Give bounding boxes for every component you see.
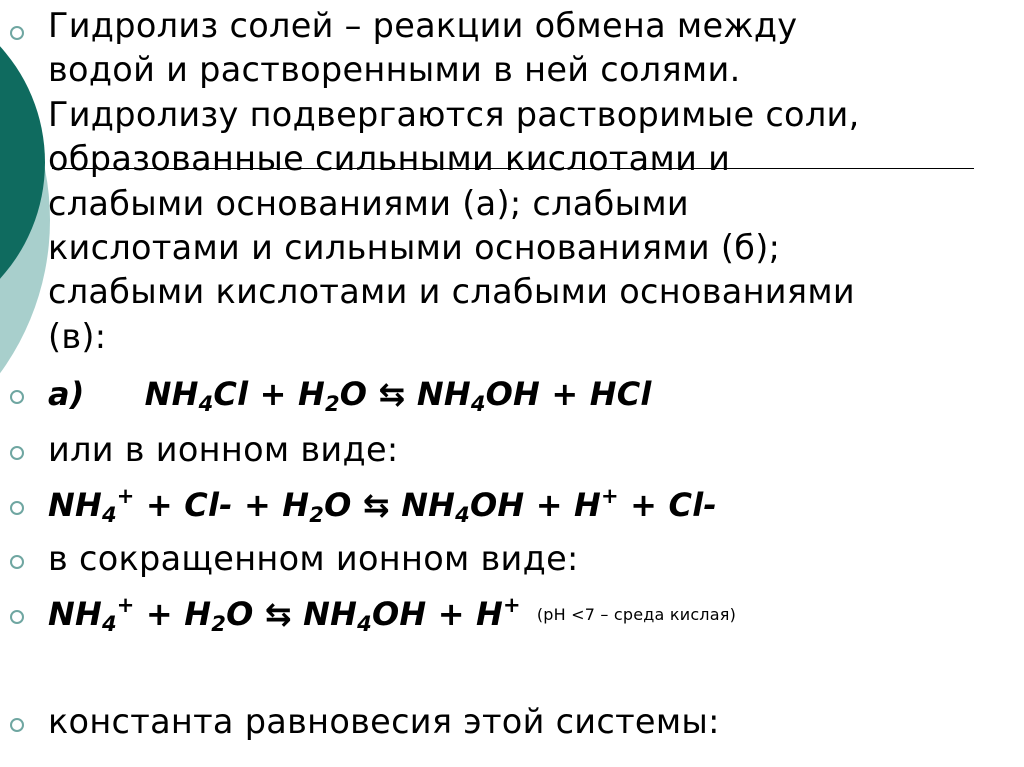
equation-label: а) [48,375,85,413]
equation-ionic [48,485,1010,525]
bullet-icon [10,390,24,404]
subscript: 4 [101,503,117,527]
formula-part: O [324,486,363,524]
equilibrium-arrow-icon: ⇆ [378,375,406,413]
bullet-icon [10,26,24,40]
paragraph-line: Гидролиз солей – реакции обмена между [48,6,798,45]
formula-part: NH [291,595,358,633]
equation-a [48,374,1010,414]
formula-part: O [226,595,265,633]
short-ionic-form-text: в сокращенном ионном виде: [48,539,579,578]
equilibrium-arrow-icon: ⇆ [362,486,390,524]
formula-part: + Cl- [618,486,717,524]
formula-part: + H [134,595,212,633]
bullet-icon [10,501,24,515]
paragraph-line: (в): [48,316,107,356]
subscript: 4 [455,503,470,527]
subscript: 2 [324,392,340,416]
formula-part: NH [389,486,456,524]
subscript: 4 [470,392,486,416]
subscript: 2 [309,503,325,527]
bullet-icon [10,718,24,732]
formula-part: NH [405,375,471,413]
formula-part: O [339,375,379,413]
bullet-icon [10,446,24,460]
superscript: + [601,484,619,508]
paragraph-line: водой и растворенными в ней солями. [48,50,741,90]
bullet-icon [10,610,24,624]
formula-part: Cl + H [213,375,325,413]
formula-part: OH + H [469,486,602,524]
bullet-icon [10,555,24,569]
subscript: 4 [198,392,214,416]
ph-note: (pH <7 – среда кислая) [536,605,737,624]
formula-part: NH [144,375,199,413]
equilibrium-constant-text: константа равновесия этой системы: [48,702,720,741]
superscript: + [116,484,135,508]
horizontal-rule [52,168,974,169]
paragraph-line: Гидролизу подвергаются растворимые соли, [48,94,860,134]
ionic-form-text: или в ионном виде: [48,430,399,469]
formula-part: NH [48,486,102,524]
formula-part: NH [48,595,102,633]
superscript: + [503,593,521,617]
subscript: 4 [101,612,117,636]
paragraph-line: образованные сильными кислотами и [48,139,731,179]
equation-short-ionic [48,594,1010,635]
subscript: 4 [357,612,372,636]
superscript: + [116,593,135,617]
formula-part: OH + H [371,595,504,633]
formula-part: OH + HCl [485,375,652,413]
subscript: 2 [211,612,227,636]
equilibrium-arrow-icon: ⇆ [264,595,292,633]
paragraph-line: слабыми основаниями (а); слабыми [48,183,689,223]
paragraph-line: кислотами и сильными основаниями (б); [48,228,781,268]
formula-part: + Cl- + H [134,486,310,524]
paragraph-text [48,4,1010,359]
paragraph-line: слабыми кислотами и слабыми основаниями [48,272,855,312]
